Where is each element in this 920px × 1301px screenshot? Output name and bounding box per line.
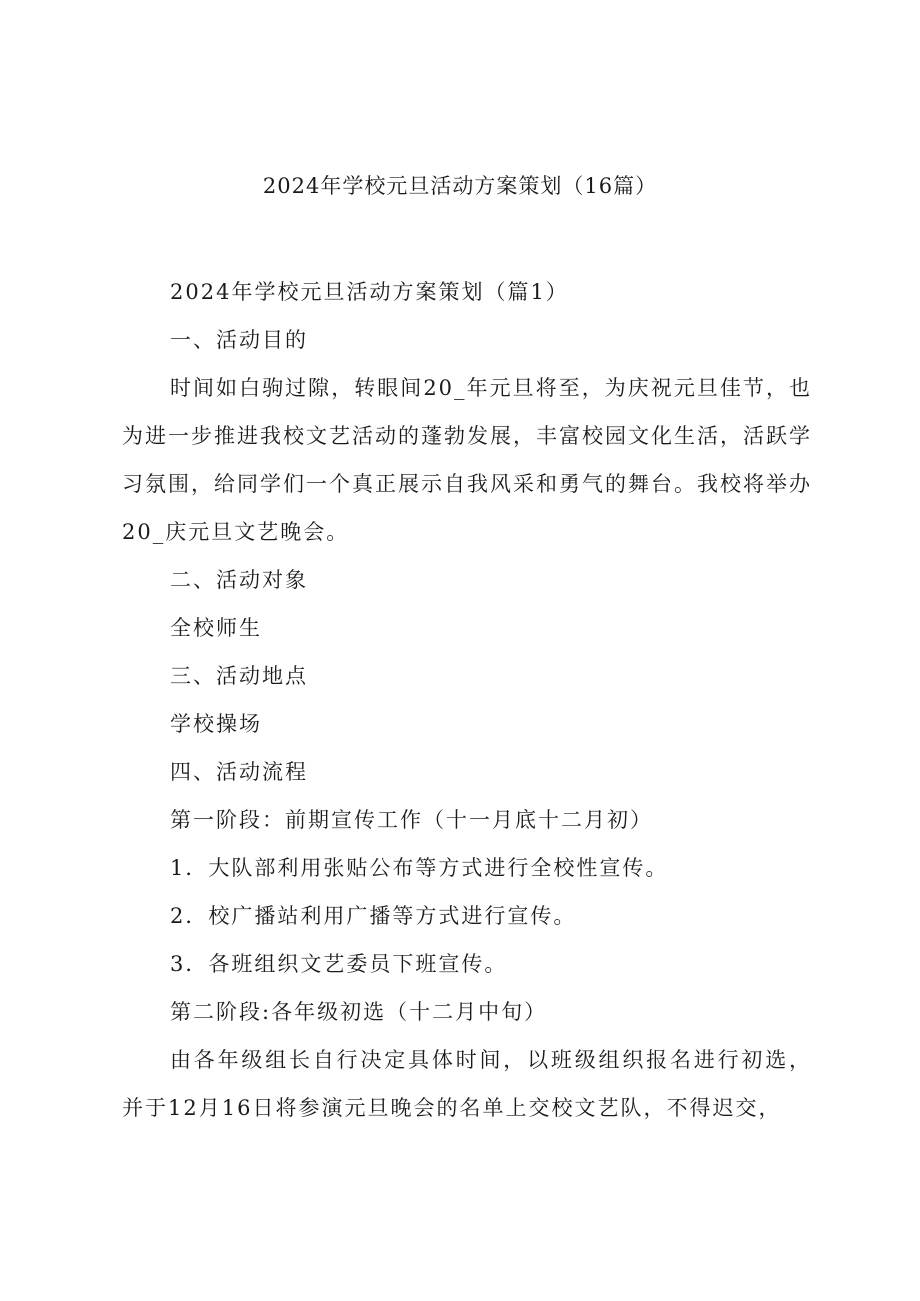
paragraph-stage-two: 第二阶段:各年级初选（十二月中旬）	[170, 1000, 548, 1024]
paragraph-target-text: 全校师生	[170, 616, 262, 640]
paragraph-stage-two-text: 由各年级组长自行决定具体时间，以班级组织报名进行初选，并于12月16日将参演元旦晚会的名单上交校文艺队，不得迟交，	[122, 1048, 812, 1120]
heading-activity-location: 三、活动地点	[170, 664, 308, 688]
heading-activity-target: 二、活动对象	[170, 568, 308, 592]
document-title: 2024年学校元旦活动方案策划（16篇）	[262, 174, 658, 198]
paragraph-purpose-text: 时间如白驹过隙，转眼间20_年元旦将至，为庆祝元旦佳节，也为进一步推进我校文艺活动的蓬勃发展，丰富校园文化生活，活跃学习氛围，给同学们一个真正展示自我风采和勇气的舞台。我校将举办20_庆元旦文艺晚会。	[122, 376, 812, 544]
list-item: 2．校广播站利用广播等方式进行宣传。	[170, 904, 577, 928]
section-heading: 2024年学校元旦活动方案策划（篇1）	[170, 280, 569, 304]
heading-activity-process: 四、活动流程	[170, 760, 308, 784]
paragraph-stage-one: 第一阶段：前期宣传工作（十一月底十二月初）	[170, 808, 653, 832]
document-body	[122, 268, 812, 1132]
list-item: 3．各班组织文艺委员下班宣传。	[170, 952, 508, 976]
list-item: 1．大队部利用张贴公布等方式进行全校性宣传。	[170, 856, 669, 880]
paragraph-location-text: 学校操场	[170, 712, 262, 736]
heading-activity-purpose: 一、活动目的	[170, 328, 308, 352]
